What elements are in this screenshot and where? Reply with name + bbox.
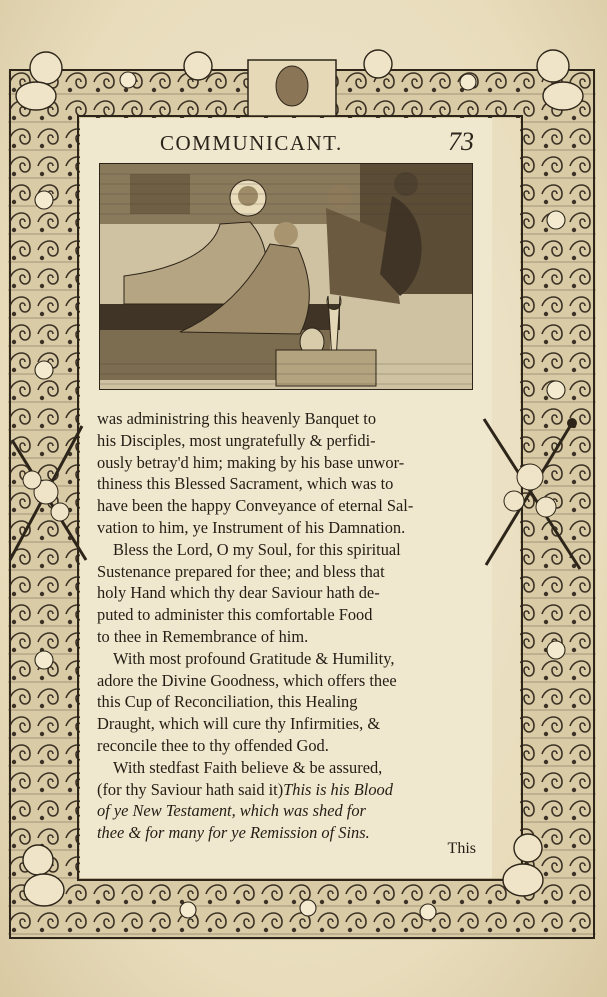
text-line: this Cup of Reconciliation, this Healing: [97, 692, 358, 712]
text-line: to thee in Remembrance of him.: [97, 626, 309, 646]
paragraph-2: [97, 539, 475, 648]
text-line: puted to administer this comfortable Food: [97, 605, 373, 625]
crossed-spears-left: [2, 420, 94, 570]
text-line: reconcile thee to thy offended God.: [97, 735, 329, 755]
mixed-text-line: [97, 779, 475, 801]
italic-line: of ye New Testament, which was shed for: [97, 801, 366, 821]
page-number: 73: [448, 127, 474, 156]
running-title: COMMUNICANT.: [160, 131, 343, 155]
text-line: Draught, which will cure thy Infirmities, &: [97, 714, 381, 734]
crossed-spears-right: [476, 415, 586, 575]
text-line: vation to him, ye Instrument of his Damnation.: [97, 517, 406, 537]
text-line: have been the happy Conveyance of eternal Sal-: [97, 496, 414, 516]
paragraph-3: [97, 648, 475, 757]
last-supper-engraving: [99, 163, 473, 390]
text-line: thiness this Blessed Sacrament, which was to: [97, 474, 394, 494]
text-line: his Disciples, most ungratefully & perfidi-: [97, 430, 376, 450]
text-line: Bless the Lord, O my Soul, for this spiritual: [113, 539, 401, 559]
running-head: [110, 127, 490, 161]
text-line: With most profound Gratitude & Humility,: [113, 648, 395, 668]
text-line: adore the Divine Goodness, which offers thee: [97, 670, 397, 690]
text-line: Sustenance prepared for thee; and bless that: [97, 561, 385, 581]
paragraph-4: [97, 757, 475, 844]
body-text: [97, 408, 475, 844]
catchword: This: [447, 840, 476, 857]
text-line: With stedfast Faith believe & be assured,: [113, 757, 383, 777]
roman-text: (for thy Saviour hath said it): [97, 779, 284, 799]
text-line: was administring this heavenly Banquet to: [97, 409, 377, 428]
text-line: holy Hand which thy dear Saviour hath de-: [97, 583, 380, 603]
italic-text: This is his Blood: [283, 779, 393, 799]
text-line: ously betray'd him; making by his base unwor-: [97, 452, 405, 472]
paragraph-1: [97, 408, 475, 539]
italic-line: thee & for many for ye Remission of Sins.: [97, 823, 370, 843]
